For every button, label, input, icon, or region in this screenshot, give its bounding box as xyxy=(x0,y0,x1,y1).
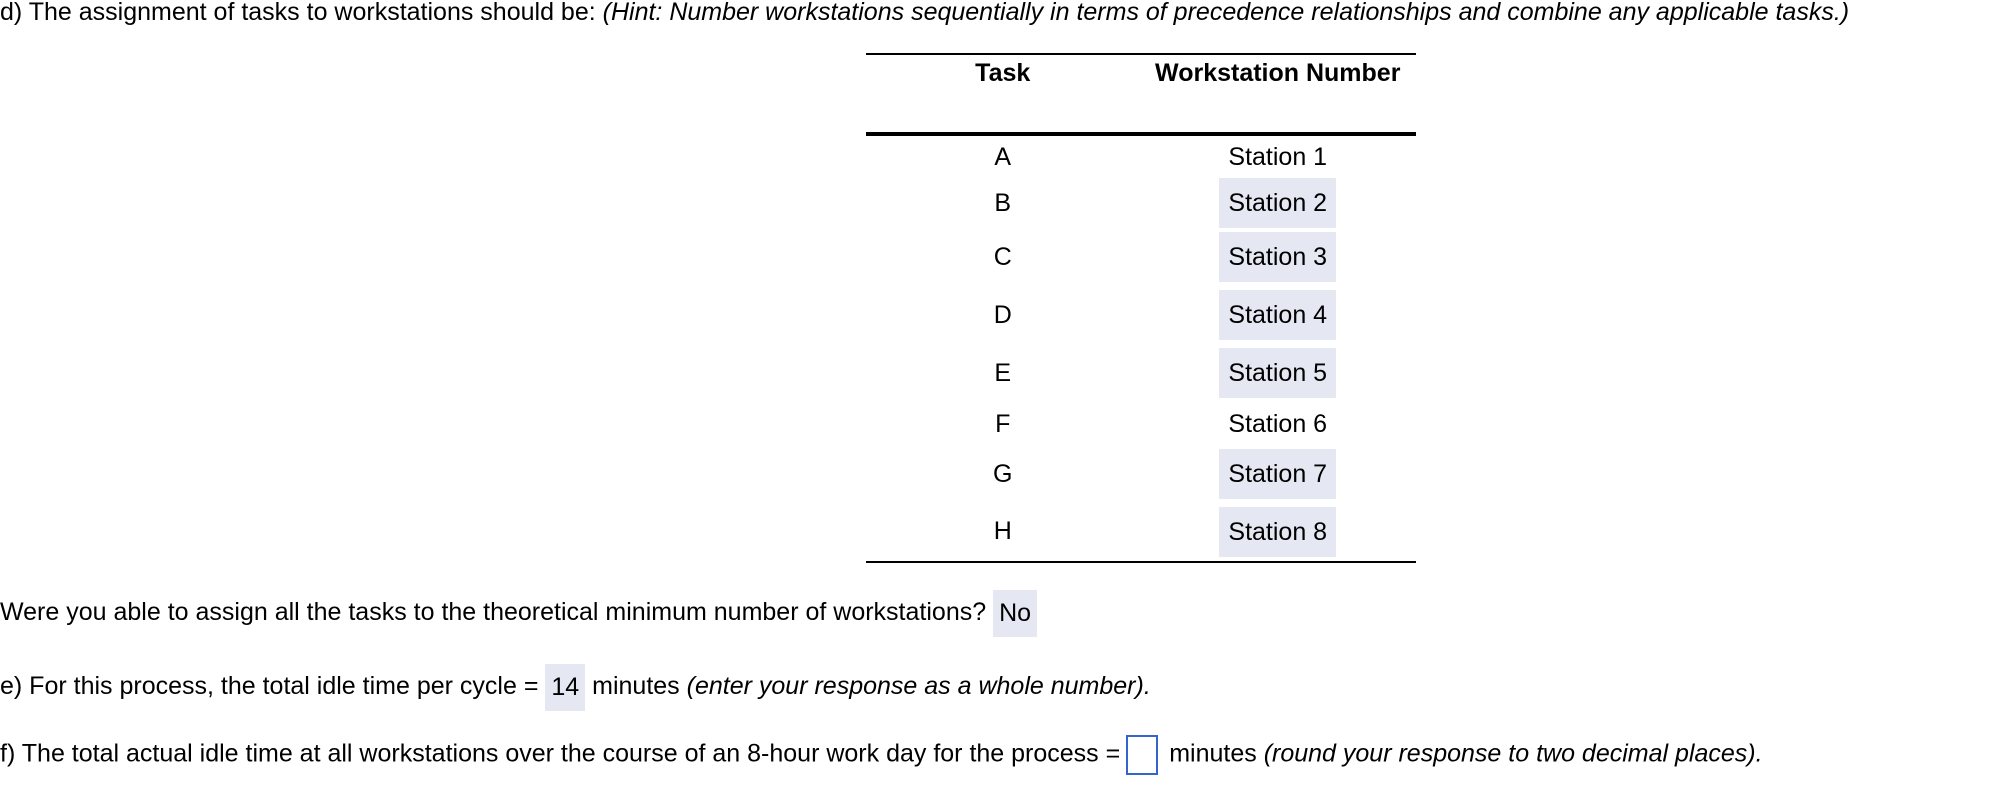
station-cell xyxy=(1140,446,1417,502)
station-answer[interactable]: Station 4 xyxy=(1219,290,1336,340)
station-cell xyxy=(1140,178,1417,228)
part-f-prompt xyxy=(0,735,1763,775)
station-value: Station 6 xyxy=(1228,410,1328,438)
theoretical-minimum-question xyxy=(0,590,1037,637)
part-d-hint: (Hint: Number workstations sequentially in terms of precedence relationships and combine any applicable tasks.) xyxy=(602,0,1850,26)
task-cell: B xyxy=(994,188,1012,217)
workstation-column-header: Workstation Number xyxy=(1140,54,1417,134)
actual-idle-time-input[interactable] xyxy=(1126,735,1158,775)
task-cell: G xyxy=(993,459,1013,488)
part-e-text: e) For this process, the total idle time per cycle = xyxy=(0,672,539,701)
idle-time-answer[interactable]: 14 xyxy=(545,664,585,711)
station-value: Station 1 xyxy=(1228,143,1328,171)
station-cell xyxy=(1140,344,1417,402)
task-cell: E xyxy=(994,358,1012,387)
part-f-hint: (round your response to two decimal places). xyxy=(1263,739,1763,768)
task-column-header: Task xyxy=(866,54,1140,134)
theoretical-minimum-text: Were you able to assign all the tasks to the theoretical minimum number of workstations? xyxy=(0,598,987,627)
part-d-text: d) The assignment of tasks to workstations should be: xyxy=(0,0,596,26)
theoretical-minimum-answer[interactable]: No xyxy=(993,590,1037,637)
station-answer[interactable]: Station 2 xyxy=(1219,178,1336,228)
station-answer[interactable]: Station 7 xyxy=(1219,449,1336,499)
station-cell xyxy=(1140,134,1417,178)
part-d-prompt xyxy=(0,0,1849,27)
table-header-row xyxy=(866,54,1416,134)
task-cell: H xyxy=(866,502,1140,562)
task-cell: F xyxy=(995,409,1011,438)
station-cell xyxy=(1140,286,1417,344)
part-e-unit: minutes xyxy=(592,672,680,701)
table-row xyxy=(866,502,1416,562)
table-row xyxy=(866,446,1416,502)
station-answer[interactable]: Station 5 xyxy=(1219,348,1336,398)
part-e-prompt xyxy=(0,664,1151,711)
table-row xyxy=(866,134,1416,178)
table-row xyxy=(866,228,1416,286)
task-assignment-table xyxy=(866,53,1416,563)
part-f-text: f) The total actual idle time at all workstations over the course of an 8-hour work day for the process = xyxy=(0,739,1121,768)
table-row xyxy=(866,178,1416,228)
task-cell: C xyxy=(993,242,1012,271)
task-cell: D xyxy=(993,300,1012,329)
table-row xyxy=(866,286,1416,344)
part-e-hint: (enter your response as a whole number). xyxy=(686,672,1151,701)
station-cell xyxy=(1140,402,1417,446)
station-answer[interactable]: Station 3 xyxy=(1219,232,1336,282)
table-row xyxy=(866,344,1416,402)
table-row xyxy=(866,402,1416,446)
station-cell xyxy=(1140,228,1417,286)
station-cell xyxy=(1140,502,1417,562)
part-f-unit: minutes xyxy=(1169,739,1257,768)
station-answer[interactable]: Station 8 xyxy=(1219,507,1336,557)
task-cell: A xyxy=(994,142,1012,171)
